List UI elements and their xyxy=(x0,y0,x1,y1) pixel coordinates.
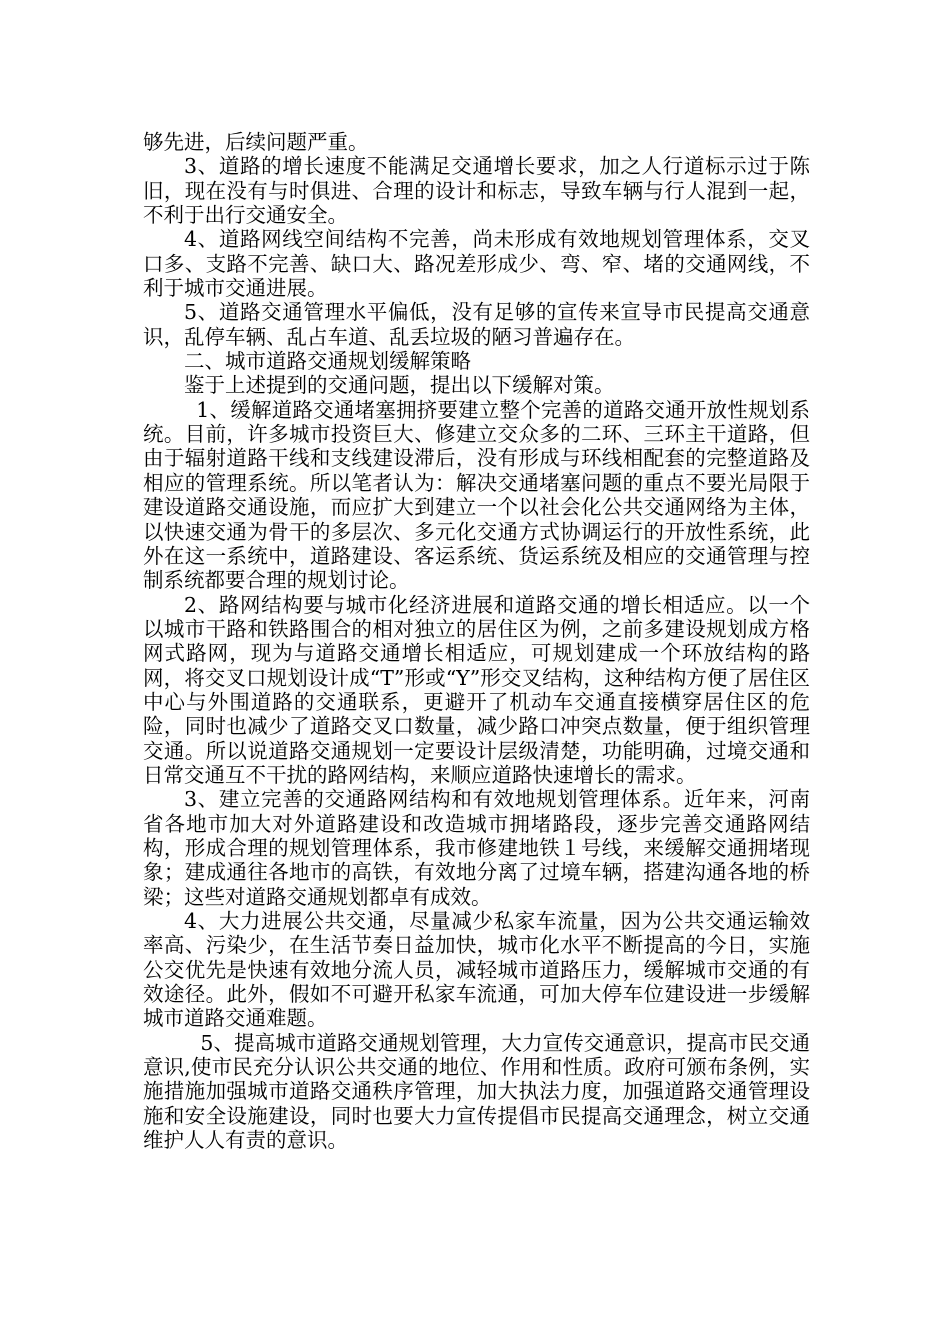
paragraph-continuation: 够先进，后续问题严重。 xyxy=(143,130,369,154)
paragraph-strategy-5: 5、提高城市道路交通规划管理，大力宣传交通意识，提高市民交通意识,使市民充分认识公共交通的地位、作用和性质。政府可颁布条例，实施措施加强城市道路交通秩序管理，加大执法力度，加强道路交通管理设施和安全设施建设，同时也要大力宣传提倡市民提高交通理念，树立交通维护人人有责的意识。 xyxy=(143,1030,810,1153)
document-body xyxy=(143,130,810,1152)
paragraph-problem-5: 5、道路交通管理水平偏低，没有足够的宣传来宣导市民提高交通意识，乱停车辆、乱占车道、乱丢垃圾的陋习普遍存在。 xyxy=(143,300,810,349)
paragraph-strategy-2: 2、路网结构要与城市化经济进展和道路交通的增长相适应。以一个以城市干路和铁路围合的相对独立的居住区为例，之前多建设规划成方格网式路网，现为与道路交通增长相适应，可规划建成一个环放结构的路网，将交叉口规划设计成“T”形或“Y”形交叉结构，这种结构方便了居住区中心与外围道路的交通联系，更避开了机动车交通直接横穿居住区的危险，同时也减少了道路交叉口数量，减少路口冲突点数量，便于组织管理交通。所以说道路交通规划一定要设计层级清楚，功能明确，过境交通和日常交通互不干扰的路网结构，来顺应道路快速增长的需求。 xyxy=(143,592,810,787)
paragraph-strategy-4: 4、大力进展公共交通，尽量减少私家车流量，因为公共交通运输效率高、污染少，在生活节奏日益加快，城市化水平不断提高的今日，实施公交优先是快速有效地分流人员，减轻城市道路压力，缓解城市交通的有效途径。此外，假如不可避开私家车流通，可加大停车位建设进一步缓解城市道路交通难题。 xyxy=(143,909,810,1031)
section-heading-strategies: 二、城市道路交通规划缓解策略 xyxy=(184,349,471,374)
paragraph-strategy-3: 3、建立完善的交通路网结构和有效地规划管理体系。近年来，河南省各地市加大对外道路建设和改造城市拥堵路段，逐步完善交通路网结构，形成合理的规划管理体系，我市修建地铁１号线，来缓解交通拥堵现象；建成通往各地市的高铁，有效地分离了过境车辆，搭建沟通各地的桥梁；这些对道路交通规划都卓有成效。 xyxy=(143,787,810,909)
paragraph-strategy-1: 1、缓解道路交通堵塞拥挤要建立整个完善的道路交通开放性规划系统。目前，许多城市投资巨大、修建立交众多的二环、三环主干道路，但由于辐射道路干线和支线建设滞后，没有形成与环线相配套的完整道路及相应的管理系统。所以笔者认为：解决交通堵塞问题的重点不要光局限于建设道路交通设施，而应扩大到建立一个以社会化公共交通网络为主体，以快速交通为骨干的多层次、多元化交通方式协调运行的开放性系统，此外在这一系统中，道路建设、客运系统、货运系统及相应的交通管理与控制系统都要合理的规划讨论。 xyxy=(143,397,810,593)
paragraph-problem-3: 3、道路的增长速度不能满足交通增长要求，加之人行道标示过于陈旧，现在没有与时俱进、合理的设计和标志，导致车辆与行人混到一起，不利于出行交通安全。 xyxy=(143,154,810,228)
paragraph-intro-strategies: 鉴于上述提到的交通问题，提出以下缓解对策。 xyxy=(184,373,615,398)
paragraph-problem-4: 4、道路网线空间结构不完善，尚未形成有效地规划管理体系，交叉口多、支路不完善、缺口大、路况差形成少、弯、窄、堵的交通网线，不利于城市交通进展。 xyxy=(143,227,810,301)
